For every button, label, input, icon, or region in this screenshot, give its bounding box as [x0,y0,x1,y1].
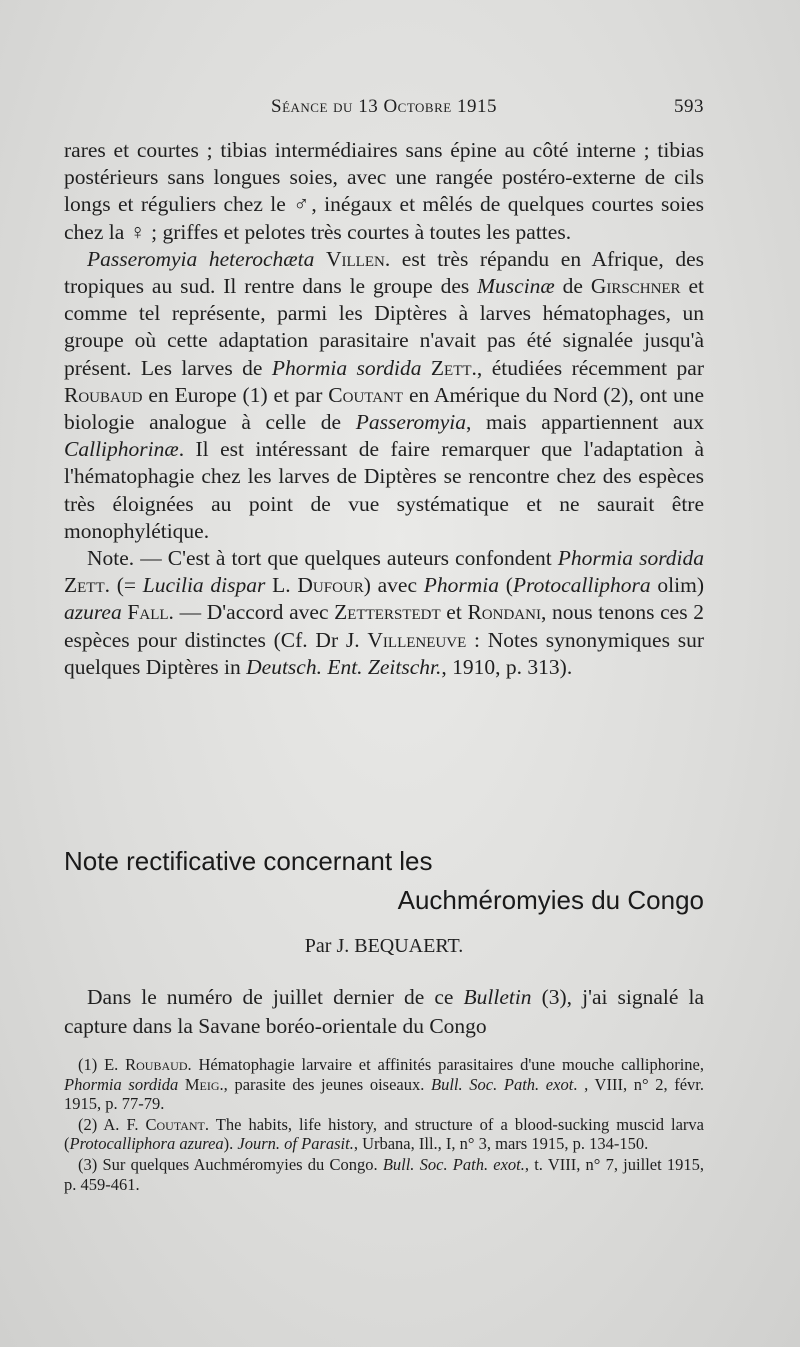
article-title-line1: Note rectificative concernant les [64,846,433,876]
text-run: . — D'accord avec [168,600,335,625]
species-name: Phormia sordida [64,1074,179,1094]
author-name: Zetterstedt [334,600,441,625]
species-name: Protocalliphora azurea [69,1134,224,1154]
article-paragraph [64,983,704,1041]
text-run: ) avec [363,573,424,598]
journal-name: Deutsch. Ent. Zeitschr. [246,654,442,679]
text-run: (3), j'ai signalé la capture dans la Savane boréo-orientale du Congo [64,985,704,1038]
journal-name: Bull. Soc. Path. exot. [382,1154,525,1174]
text-run: ., parasite des jeunes oiseaux. [219,1074,432,1094]
genus-name: Phormia [423,573,500,598]
text-run: (2) A. F. [78,1114,146,1134]
text-run: . est très répandu en Afrique, des tropiques au sud. Il rentre dans le groupe des [64,246,704,299]
text-run: ( [499,573,513,598]
text-run: de [554,274,591,299]
author-name: Roubaud [64,382,143,407]
text-run: . Il est intéressant de faire remarquer que l'adaptation à l'hématophagie chez les larves de Diptères se rencontre chez des espèces très éloignées au point de vue systématique et ne saurait être monophylétique. [64,437,704,543]
taxon-name: Muscinæ [477,274,555,299]
text-run: (3) Sur quelques Auchméromyies du Congo. [78,1154,383,1174]
text-run: L. [265,573,298,598]
species-name: Lucilia dispar [142,573,266,598]
text-run: en Europe (1) et par [142,382,329,407]
journal-name: Bull. Soc. Path. exot [431,1074,574,1094]
author-name: Girschner [590,274,681,299]
species-name: Passeromyia heterochæta [87,246,315,271]
paragraph-passeromyia [64,246,704,545]
body-text [64,137,704,681]
text-run: , mais appartiennent aux [466,410,704,435]
article-text [64,983,704,1041]
paragraph-continuation [64,137,704,246]
text-run: et comme tel représente, parmi les Diptères à larves hématophages, un groupe où cette adaptation parasitaire n'avait pas été signalée jusqu'à présent. Les larves de [64,274,704,380]
running-head: Séance du 13 Octobre 1915 [271,96,497,117]
taxon-name: Calliphorinæ [64,437,179,462]
text-run: , nous tenons ces 2 espèces pour distinctes (Cf. Dr J. [64,600,704,652]
footnote-1 [64,1055,704,1114]
genus-name: Passeromyia [355,410,467,435]
footnote-2 [64,1115,704,1154]
paragraph-text: rares et courtes ; tibias intermédiaires sans épine au côté interne ; tibias postérieurs sans longues soies, avec une rangée postéro-externe de cils longs et réguliers chez le ♂, inégaux et mêlés de quelques courtes soies chez la ♀ ; griffes et pelotes très courtes à toutes les pattes. [64,138,704,244]
article-byline: Par J. BEQUAERT. [304,935,464,957]
author-name: Villeneuve [367,627,467,652]
paragraph-note [64,545,704,681]
text-run: . Hématophagie larvaire et affinités parasitaires d'une mouche calliphorine, [187,1055,704,1074]
text-run: , t. VIII, n° 7, juillet 1915, p. 459-461. [64,1154,705,1194]
author-name: Coutant [328,382,404,407]
species-name: azurea [64,600,122,625]
text-run: . (= [104,573,143,598]
author-name: Zett [430,355,472,380]
article-title-line2: Auchméromyies du Congo [397,885,704,915]
author-name: Coutant [145,1114,205,1134]
text-run: olim) [650,573,704,598]
text-run: . The habits, life history, and structure of a blood-sucking muscid larva ( [64,1114,704,1154]
journal-name: Bulletin [463,985,532,1009]
footnotes [64,1055,704,1195]
genus-name: Protocalliphora [512,573,651,598]
author-name: Rondani [467,600,541,625]
text-run: ., étudiées récemment par [471,355,704,380]
footnote-3 [64,1155,704,1194]
text-run: , Urbana, Ill., I, n° 3, mars 1915, p. 134-150. [353,1134,649,1154]
author-name: Dufour [297,573,364,598]
text-run: . , VIII, n° 2, févr. 1915, p. 77-79. [64,1074,705,1114]
species-name: Phormia sordida [557,546,704,571]
text-run: Dans le numéro de juillet dernier de ce [87,985,464,1009]
author-name: Zett [64,573,105,598]
author-name: Roubaud [125,1055,188,1074]
author-name: Villen [325,246,385,271]
page-header [64,96,704,122]
text-run: et [440,600,468,625]
page-number: 593 [674,96,704,117]
text-run: ). [223,1134,238,1154]
author-name: Meig [184,1074,220,1094]
journal-name: Journ. of Parasit. [237,1134,354,1154]
text-run: en Amérique du Nord (2), ont une biologie analogue à celle de [64,382,704,435]
text-run: : Notes synonymiques sur quelques Diptères in [64,627,704,679]
text-run: , 1910, p. 313). [441,654,573,679]
text-run: (1) E. [78,1055,126,1074]
species-name: Phormia sordida [271,355,422,380]
author-name: Fall [127,600,169,625]
text-run: Note. — C'est à tort que quelques auteurs confondent [87,546,558,571]
